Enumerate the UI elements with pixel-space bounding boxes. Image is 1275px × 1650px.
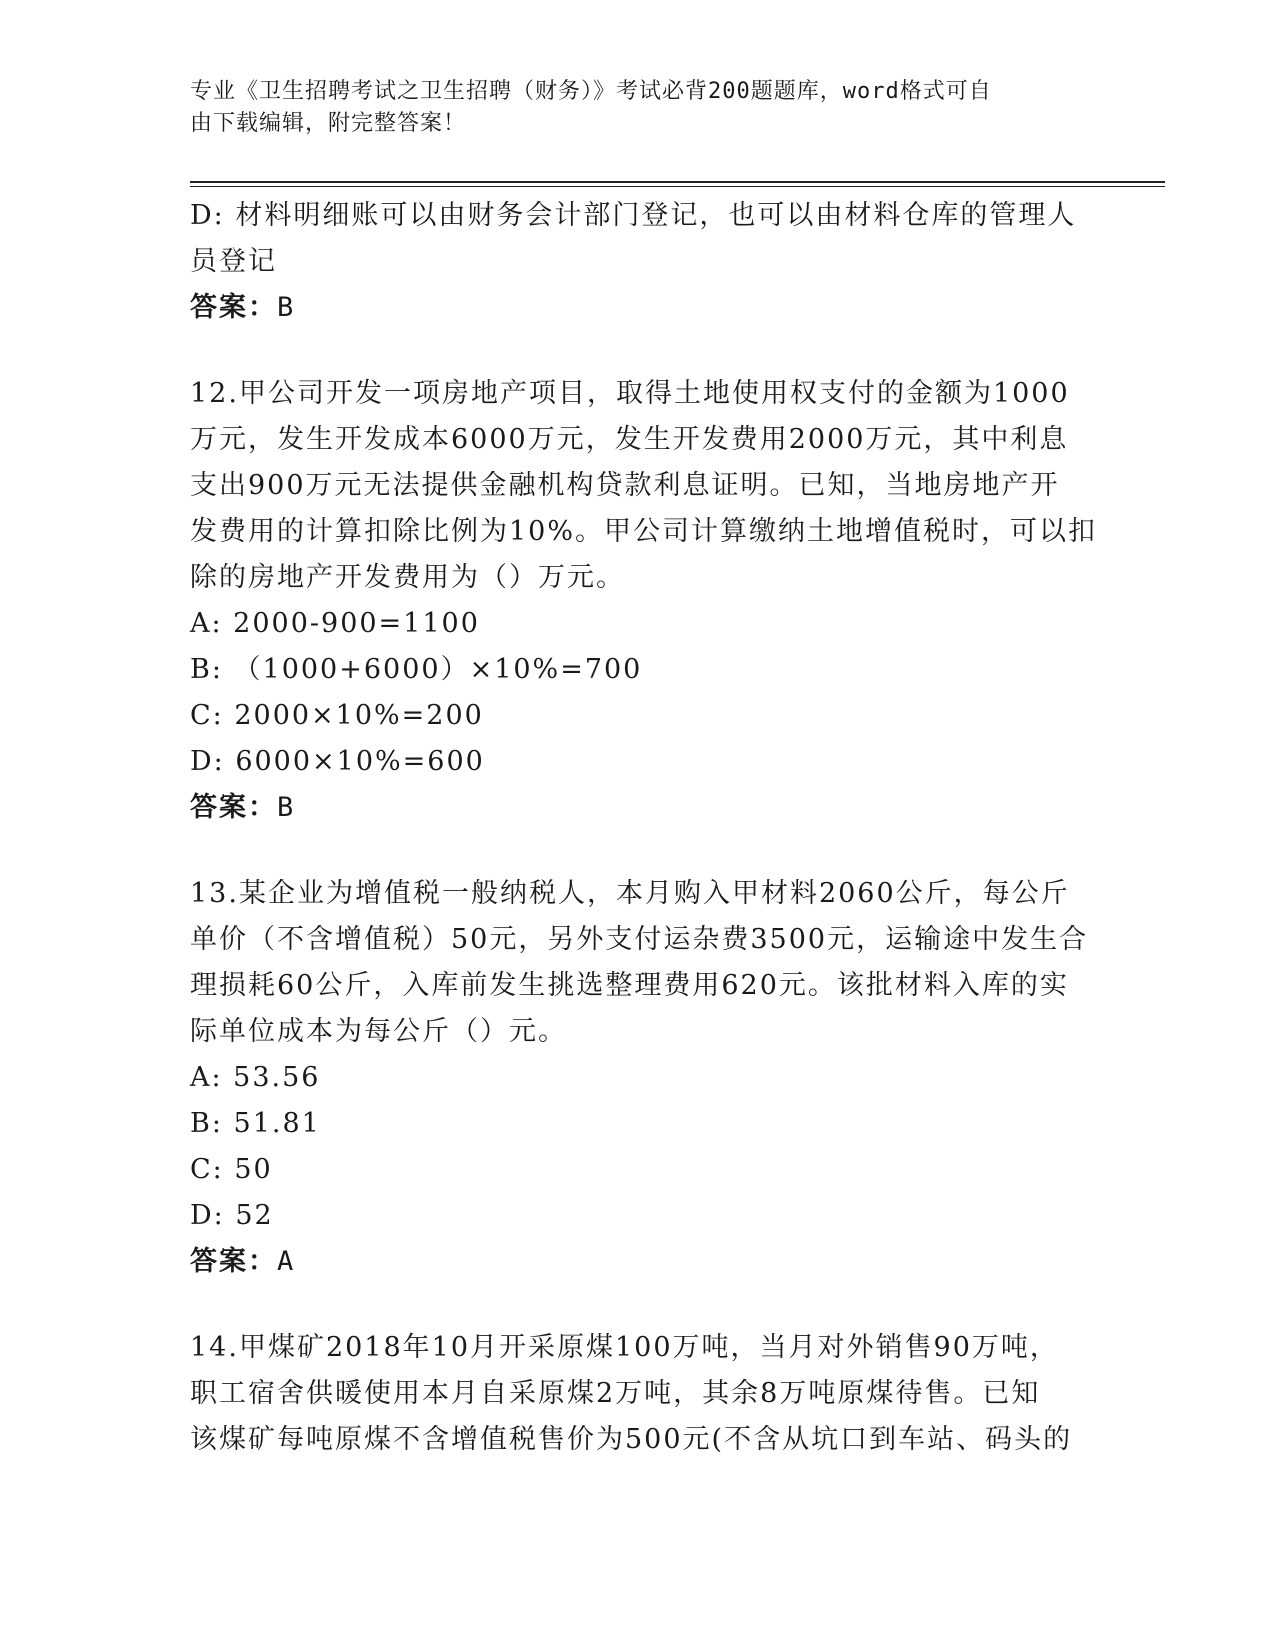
previous-question-tail (190, 193, 1090, 331)
option-c: C: 50 (190, 1154, 273, 1185)
option-a: A: 2000-900=1100 (190, 608, 480, 639)
option-d-continued: 员登记 (190, 246, 277, 277)
question-14 (190, 1325, 1090, 1463)
question-text-line: 除的房地产开发费用为（）万元。 (190, 562, 625, 593)
option-d: D: 材料明细账可以由财务会计部门登记，也可以由材料仓库的管理人 (190, 200, 1077, 231)
header-line-2: 由下载编辑，附完整答案！ (190, 111, 467, 136)
question-text-line: 理损耗60公斤，入库前发生挑选整理费用620元。该批材料入库的实 (190, 970, 1069, 1001)
answer-label: 答案： (190, 292, 277, 323)
option-d: D: 6000×10%=600 (190, 746, 485, 777)
answer-label: 答案： (190, 792, 277, 823)
header-line-1: 专业《卫生招聘考试之卫生招聘（财务）》考试必背200题题库，word格式可自 (190, 79, 992, 104)
question-13 (190, 871, 1090, 1285)
header-rule-thick (190, 181, 1165, 183)
option-b: B: （1000+6000）×10%=700 (190, 654, 643, 685)
question-text-line: 发费用的计算扣除比例为10%。甲公司计算缴纳土地增值税时，可以扣 (190, 516, 1098, 547)
header-rule-thin (190, 186, 1165, 187)
answer-label: 答案： (190, 1246, 277, 1277)
question-text-line: 12.甲公司开发一项房地产项目，取得土地使用权支付的金额为1000 (190, 378, 1070, 409)
answer-value: B (277, 292, 296, 323)
spacer (190, 831, 1090, 871)
option-b: B: 51.81 (190, 1108, 321, 1139)
option-a: A: 53.56 (190, 1062, 321, 1093)
answer-line (190, 1239, 1090, 1285)
answer-value: B (277, 792, 296, 823)
document-header (190, 76, 1070, 140)
answer-value: A (277, 1246, 296, 1277)
question-text-line: 13.某企业为增值税一般纳税人，本月购入甲材料2060公斤，每公斤 (190, 878, 1070, 909)
question-text-line: 单价（不含增值税）50元，另外支付运杂费3500元，运输途中发生合 (190, 924, 1089, 955)
document-body (190, 193, 1098, 1463)
spacer (190, 331, 1090, 371)
question-text-line: 职工宿舍供暖使用本月自采原煤2万吨，其余8万吨原煤待售。已知 (190, 1378, 1041, 1409)
question-text-line: 际单位成本为每公斤（）元。 (190, 1016, 567, 1047)
question-text-line: 该煤矿每吨原煤不含增值税售价为500元(不含从坑口到车站、码头的 (190, 1424, 1073, 1455)
question-text-line: 14.甲煤矿2018年10月开采原煤100万吨，当月对外销售90万吨， (190, 1332, 1059, 1363)
option-c: C: 2000×10%=200 (190, 700, 484, 731)
question-text-line: 万元，发生开发成本6000万元，发生开发费用2000万元，其中利息 (190, 424, 1069, 455)
answer-line (190, 285, 1090, 331)
question-text-line: 支出900万元无法提供金融机构贷款利息证明。已知，当地房地产开 (190, 470, 1060, 501)
spacer (190, 1285, 1090, 1325)
question-12 (190, 371, 1098, 831)
option-d: D: 52 (190, 1200, 274, 1231)
answer-line (190, 785, 1090, 831)
